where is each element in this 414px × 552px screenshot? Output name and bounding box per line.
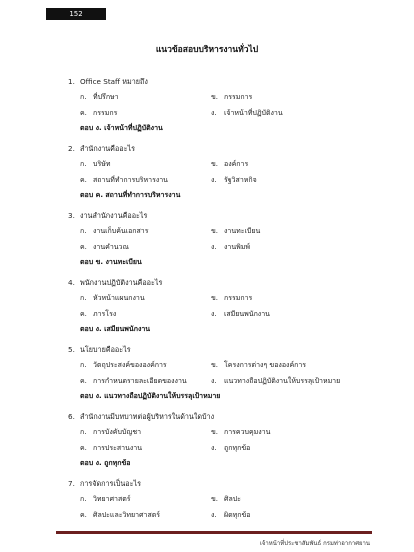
option-d: ง. รัฐวิสาหกิจ — [211, 176, 257, 184]
question-text: การจัดการเป็นอะไร — [80, 479, 141, 488]
question-item — [0, 74, 414, 136]
answer-text: ตอบ ง. เจ้าหน้าที่ปฏิบัติงาน — [80, 124, 163, 132]
option-a: ก. ที่ปรึกษา — [80, 93, 119, 101]
question-item — [0, 275, 414, 337]
question-text: นโยบายคืออะไร — [80, 345, 131, 354]
option-a: ก. หัวหน้าแผนกงาน — [80, 294, 145, 302]
question-text: สำนักงานคืออะไร — [80, 144, 135, 153]
answer-text: ตอบ ง. แนวทางถือปฏิบัติงานให้บรรลุเป้าหมาย — [80, 392, 221, 400]
answer-text: ตอบ ข. งานทะเบียน — [80, 258, 142, 266]
question-text: สำนักงานมีบทบาทต่อผู้บริหารในด้านใดบ้าง — [80, 412, 215, 421]
option-a: ก. วิทยาศาสตร์ — [80, 495, 131, 503]
option-a: ก. วัตถุประสงค์ขององค์การ — [80, 361, 167, 369]
question-text: Office Staff หมายถึง — [80, 77, 148, 86]
question-text: พนักงานปฏิบัติงานคืออะไร — [80, 278, 163, 287]
option-d: ง. งานพิมพ์ — [211, 243, 250, 251]
option-b: ข. กรรมการ — [211, 294, 253, 302]
option-c: ค. ภารโรง — [80, 310, 117, 318]
answer-text: ตอบ ค. สถานที่ทำการบริหารงาน — [80, 191, 181, 199]
question-number: 4. — [68, 278, 75, 287]
option-b: ข. ศิลปะ — [211, 495, 241, 503]
question-item — [0, 409, 414, 471]
question-number: 5. — [68, 345, 75, 354]
question-list — [0, 74, 414, 528]
option-b: ข. โครงการต่างๆ ขององค์การ — [211, 361, 307, 369]
option-d: ง. ถูกทุกข้อ — [211, 444, 251, 452]
option-b: ข. กรรมการ — [211, 93, 253, 101]
option-d: ง. ผิดทุกข้อ — [211, 511, 251, 519]
question-number: 1. — [68, 77, 75, 86]
question-number: 2. — [68, 144, 75, 153]
question-number: 6. — [68, 412, 75, 421]
option-c: ค. การประสานงาน — [80, 444, 143, 452]
option-c: ค. การกำหนดรายละเอียดของงาน — [80, 377, 187, 385]
question-item — [0, 141, 414, 203]
footer-text: เจ้าหน้าที่ประชาสัมพันธ์ กรมท่าอากาศยาน — [259, 540, 370, 547]
question-item — [0, 342, 414, 404]
option-d: ง. เจ้าหน้าที่ปฏิบัติงาน — [211, 109, 283, 117]
page-title: แนวข้อสอบบริหารงานทั่วไป — [155, 45, 259, 55]
question-item — [0, 208, 414, 270]
option-b: ข. งานทะเบียน — [211, 227, 261, 235]
question-text: งานสำนักงานคืออะไร — [80, 211, 148, 220]
question-number: 7. — [68, 479, 75, 488]
option-a: ก. การบังคับบัญชา — [80, 428, 142, 436]
option-d: ง. แนวทางถือปฏิบัติงานให้บรรลุเป้าหมาย — [211, 377, 341, 385]
option-a: ก. บริษัท — [80, 160, 111, 168]
question-item — [0, 476, 414, 523]
footer-rule — [56, 531, 372, 534]
option-d: ง. เสมียนพนักงาน — [211, 310, 270, 318]
answer-text: ตอบ ง. เสมียนพนักงาน — [80, 325, 151, 333]
option-b: ข. การควบคุมงาน — [211, 428, 271, 436]
option-c: ค. สถานที่ทำการบริหารงาน — [80, 176, 168, 184]
option-a: ก. งานเก็บค้นเอกสาร — [80, 227, 149, 235]
option-b: ข. องค์การ — [211, 160, 249, 168]
answer-text: ตอบ ง. ถูกทุกข้อ — [80, 459, 131, 467]
option-c: ค. งานคำนวณ — [80, 243, 129, 251]
question-number: 3. — [68, 211, 75, 220]
option-c: ค. กรรมกร — [80, 109, 118, 117]
option-c: ค. ศิลปะและวิทยาศาสตร์ — [80, 511, 161, 519]
page-number: 152 — [46, 8, 106, 20]
